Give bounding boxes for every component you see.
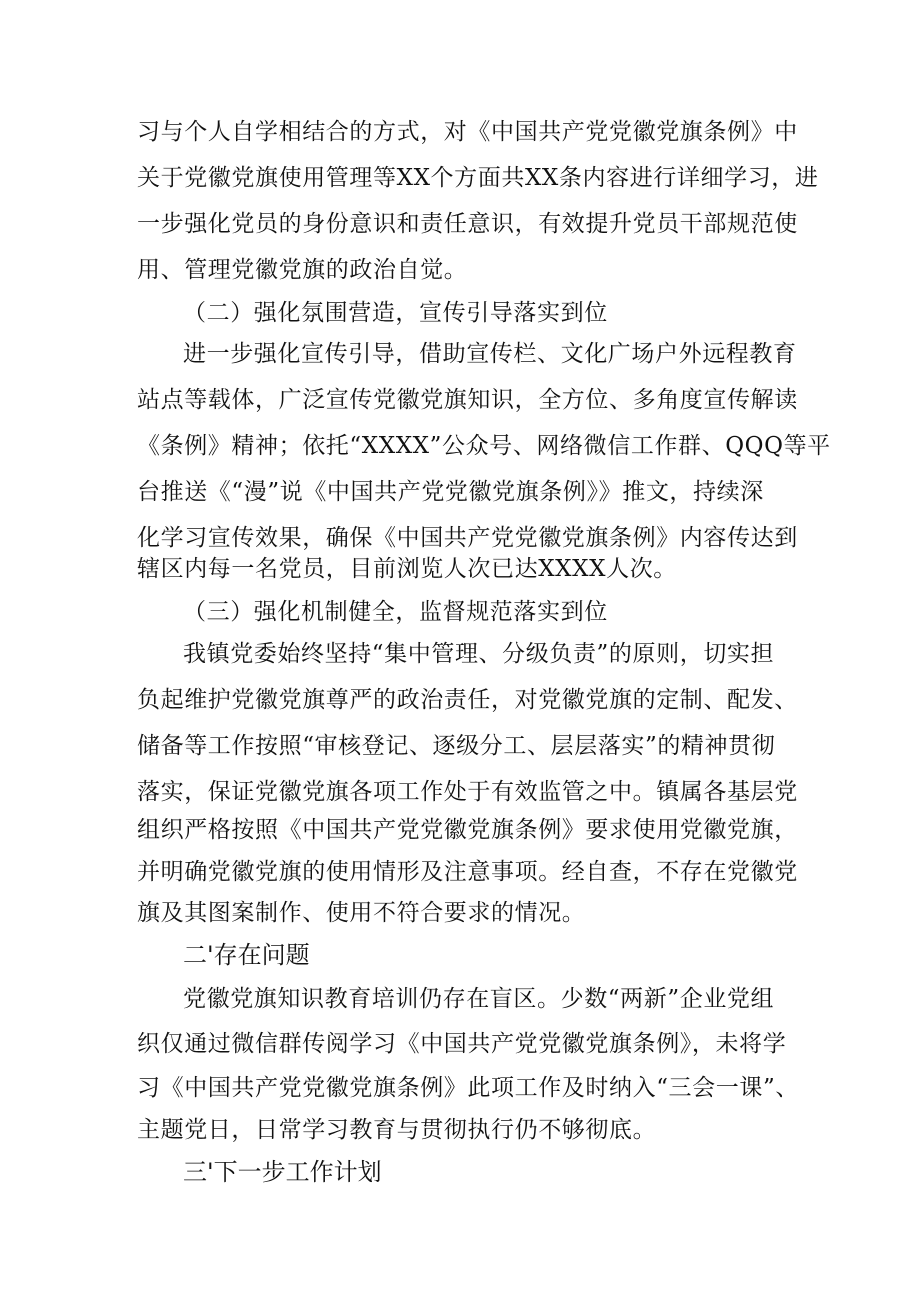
paragraph-line: 党徽党旗知识教育培训仍存在盲区。少数“两新”企业党组 (183, 986, 775, 1012)
subheading: （二）强化氛围营造，宣传引导落实到位 (183, 300, 608, 326)
paragraph-line: 储备等工作按照“审核登记、逐级分工、层层落实”的精神贯彻 (137, 733, 776, 759)
paragraph-line: 负起维护党徽党旗尊严的政治责任，对党徽党旗的定制、配发、 (137, 687, 798, 713)
paragraph-line: 习《中国共产党党徽党旗条例》此项工作及时纳入“三会一课”、 (137, 1075, 799, 1101)
section-heading: 三'下一步工作计划 (183, 1158, 382, 1186)
paragraph-line: 进一步强化宣传引导，借助宣传栏、文化广场户外远程教育 (183, 341, 797, 367)
paragraph-line: 组织严格按照《中国共产党党徽党旗条例》要求使用党徽党旗， (137, 817, 798, 843)
paragraph-line: 旗及其图案制作、使用不符合要求的情况。 (137, 900, 586, 926)
paragraph-line: 主题党日，日常学习教育与贯彻执行仍不够彻底。 (137, 1117, 657, 1143)
paragraph-line: 《条例》精神；依托“XXXX”公众号、网络微信工作群、QQQ等平 (137, 433, 831, 459)
paragraph-line: 落实，保证党徽党旗各项工作处于有效监管之中。镇属各基层党 (137, 779, 798, 805)
paragraph-line: 化学习宣传效果，确保《中国共产党党徽党旗条例》内容传达到 (137, 525, 798, 551)
paragraph-line: 我镇党委始终坚持“集中管理、分级负责”的原则，切实担 (183, 641, 775, 667)
section-heading: 二'存在问题 (183, 941, 310, 969)
paragraph-line: 并明确党徽党旗的使用情形及注意事项。经自查，不存在党徽党 (137, 859, 798, 885)
paragraph-line: 台推送《“漫”说《中国共产党党徽党旗条例》》推文，持续深 (137, 479, 764, 505)
paragraph-line: 辖区内每一名党员，目前浏览人次已达XXXX人次。 (137, 556, 677, 582)
paragraph-line: 织仅通过微信群传阅学习《中国共产党党徽党旗条例》，未将学 (137, 1031, 787, 1057)
subheading: （三）强化机制健全，监督规范落实到位 (183, 599, 608, 625)
paragraph-line: 用、管理党徽党旗的政治自觉。 (137, 257, 468, 283)
paragraph-line: 一步强化党员的身份意识和责任意识，有效提升党员干部规范使 (137, 211, 798, 237)
paragraph-line: 关于党徽党旗使用管理等XX个方面共XX条内容进行详细学习，进 (137, 165, 819, 191)
paragraph-line: 习与个人自学相结合的方式，对《中国共产党党徽党旗条例》中 (137, 119, 798, 145)
paragraph-line: 站点等载体，广泛宣传党徽党旗知识，全方位、多角度宣传解读 (137, 387, 798, 413)
